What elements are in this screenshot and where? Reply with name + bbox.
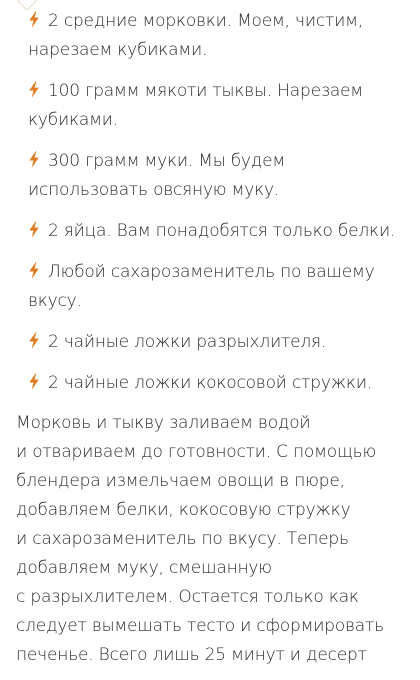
lightning-icon <box>28 221 40 238</box>
ingredient-text: Любой сахарозаменитель по вашему вкусу. <box>28 262 375 311</box>
ingredient-text: 2 чайные ложки кокосовой стружки. <box>48 373 373 393</box>
ingredient-item <box>28 258 410 316</box>
instructions-paragraph: Морковь и тыкву заливаем водой и отвариваем до готовности. С помощью блендера измельчаем овощи в пюре, добавляем белки, кокосовую стружку и сахарозаменитель по вкусу. Теперь добавляем муку, смешанную с разрыхлителем. Остается только как следует вымешать тесто и сформировать печенье. Всего лишь 25 минут и десерт <box>16 413 384 665</box>
ingredient-text: 2 средние морковки. Моем, чистим, нарезаем кубиками. <box>28 11 363 60</box>
lightning-icon <box>28 11 40 28</box>
ingredient-item <box>28 7 410 65</box>
lightning-icon <box>28 151 40 168</box>
ingredient-item <box>28 147 410 205</box>
lightning-icon <box>28 81 40 98</box>
lightning-icon <box>28 332 40 349</box>
ingredient-item <box>28 369 410 398</box>
ingredient-item <box>28 328 410 357</box>
ingredient-item <box>28 77 410 135</box>
ingredient-item <box>28 217 410 246</box>
ingredient-text: 2 чайные ложки разрыхлителя. <box>48 332 327 352</box>
lightning-icon <box>28 262 40 279</box>
lightning-icon <box>28 373 40 390</box>
ingredient-text: 2 яйца. Вам понадобятся только белки. <box>48 221 396 241</box>
ingredient-text: 100 грамм мякоти тыквы. Нарезаем кубиками. <box>28 81 363 130</box>
ingredient-text: 300 грамм муки. Мы будем использовать овсяную муку. <box>28 151 285 200</box>
ingredients-list <box>28 7 410 410</box>
